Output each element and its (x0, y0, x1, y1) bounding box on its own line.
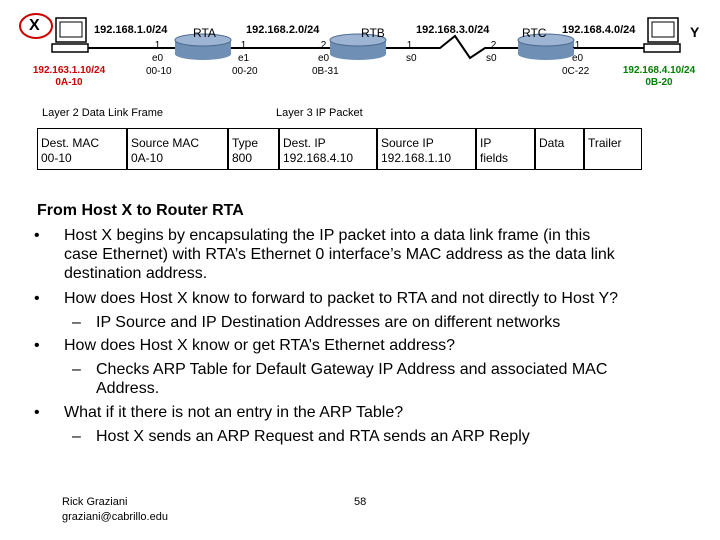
host-x-mac: 0A-10 (55, 77, 83, 88)
rtc-right-if: e0 (572, 53, 584, 64)
page-number: 58 (354, 496, 367, 508)
sub-bullet-text: Checks ARP Table for Default Gateway IP Address and associated MAC (96, 361, 608, 378)
sub-bullet-marker: – (72, 314, 81, 331)
sub-bullet-marker: – (72, 428, 81, 445)
frame-field-type: Type 800 (228, 128, 279, 170)
host-y-label: Y (690, 24, 700, 40)
footer-email: graziani@cabrillo.edu (62, 511, 168, 523)
bullet-marker: • (34, 337, 40, 354)
frame-field-dest-ip: Dest. IP 192.168.4.10 (279, 128, 377, 170)
rta-left-mac: 00-10 (146, 66, 172, 77)
router-rtb-name: RTB (361, 26, 385, 40)
rtb-left-mac: 0B-31 (312, 66, 339, 77)
section-heading: From Host X to Router RTA (37, 202, 244, 219)
rtc-right-mac: 0C-22 (562, 66, 590, 77)
bullet-marker: • (34, 227, 40, 244)
sub-bullet-text: IP Source and IP Destination Addresses are on different networks (96, 314, 561, 331)
footer-author-block (62, 495, 168, 525)
layer3-caption: Layer 3 IP Packet (276, 107, 363, 119)
bullet-text: How does Host X know or get RTA’s Ethernet address? (64, 337, 456, 354)
rta-right-mac: 00-20 (232, 66, 258, 77)
sub-bullet-text: Host X sends an ARP Request and RTA sends an ARP Reply (96, 428, 530, 445)
frame-field-data: Data (535, 128, 584, 170)
rtc-left-ip: .2 (488, 40, 497, 51)
bullet-marker: • (34, 404, 40, 421)
network-label-3: 192.168.3.0/24 (416, 24, 490, 36)
rtb-left-ip: .2 (318, 40, 327, 51)
footer-author: Rick Graziani (62, 496, 128, 508)
host-y-ip: 192.168.4.10/24 (622, 65, 696, 76)
frame-field-ip-fields: IP fields (476, 128, 535, 170)
network-label-1: 192.168.1.0/24 (94, 24, 168, 36)
bullet-text: Host X begins by encapsulating the IP packet into a data link frame (in this (64, 227, 591, 244)
layer2-caption: Layer 2 Data Link Frame (42, 107, 164, 119)
rtb-left-if: e0 (318, 53, 330, 64)
frame-field-trailer: Trailer (584, 128, 642, 170)
host-x-address (24, 65, 114, 89)
rtb-right-ip: .1 (404, 40, 413, 51)
network-label-2: 192.168.2.0/24 (246, 24, 320, 36)
rtc-right-ip: .1 (572, 40, 581, 51)
rta-right-if: e1 (238, 53, 250, 64)
bullet-marker: • (34, 290, 40, 307)
router-rtc-name: RTC (522, 26, 547, 40)
frame-field-dest-mac: Dest. MAC 00-10 (37, 128, 127, 170)
bullet-text: What if it there is not an entry in the ARP Table? (64, 404, 404, 421)
host-x-label: X (29, 17, 40, 34)
host-x-pc-icon (52, 18, 88, 52)
rtb-right-if: s0 (406, 53, 417, 64)
rtc-left-if: s0 (486, 53, 497, 64)
frame-field-source-mac: Source MAC 0A-10 (127, 128, 228, 170)
bullet-text-cont: destination address. (64, 265, 208, 282)
rta-left-if: e0 (152, 53, 164, 64)
host-y-mac: 0B-20 (645, 77, 673, 88)
frame-field-source-ip: Source IP 192.168.1.10 (377, 128, 476, 170)
host-y-address (614, 65, 704, 89)
rta-left-ip: .1 (152, 40, 161, 51)
network-label-4: 192.168.4.0/24 (562, 24, 636, 36)
host-y-pc-icon (644, 18, 680, 52)
sub-bullet-marker: – (72, 361, 81, 378)
host-x-ip: 192.163.1.10/24 (32, 65, 106, 76)
sub-bullet-text-cont: Address. (96, 380, 160, 397)
bullet-text-cont: case Ethernet) with RTA’s Ethernet 0 interface’s MAC address as the data link (64, 246, 615, 263)
bullet-text: How does Host X know to forward to packet to RTA and not directly to Host Y? (64, 290, 619, 307)
router-rta-name: RTA (193, 26, 216, 40)
rta-right-ip: .1 (238, 40, 247, 51)
